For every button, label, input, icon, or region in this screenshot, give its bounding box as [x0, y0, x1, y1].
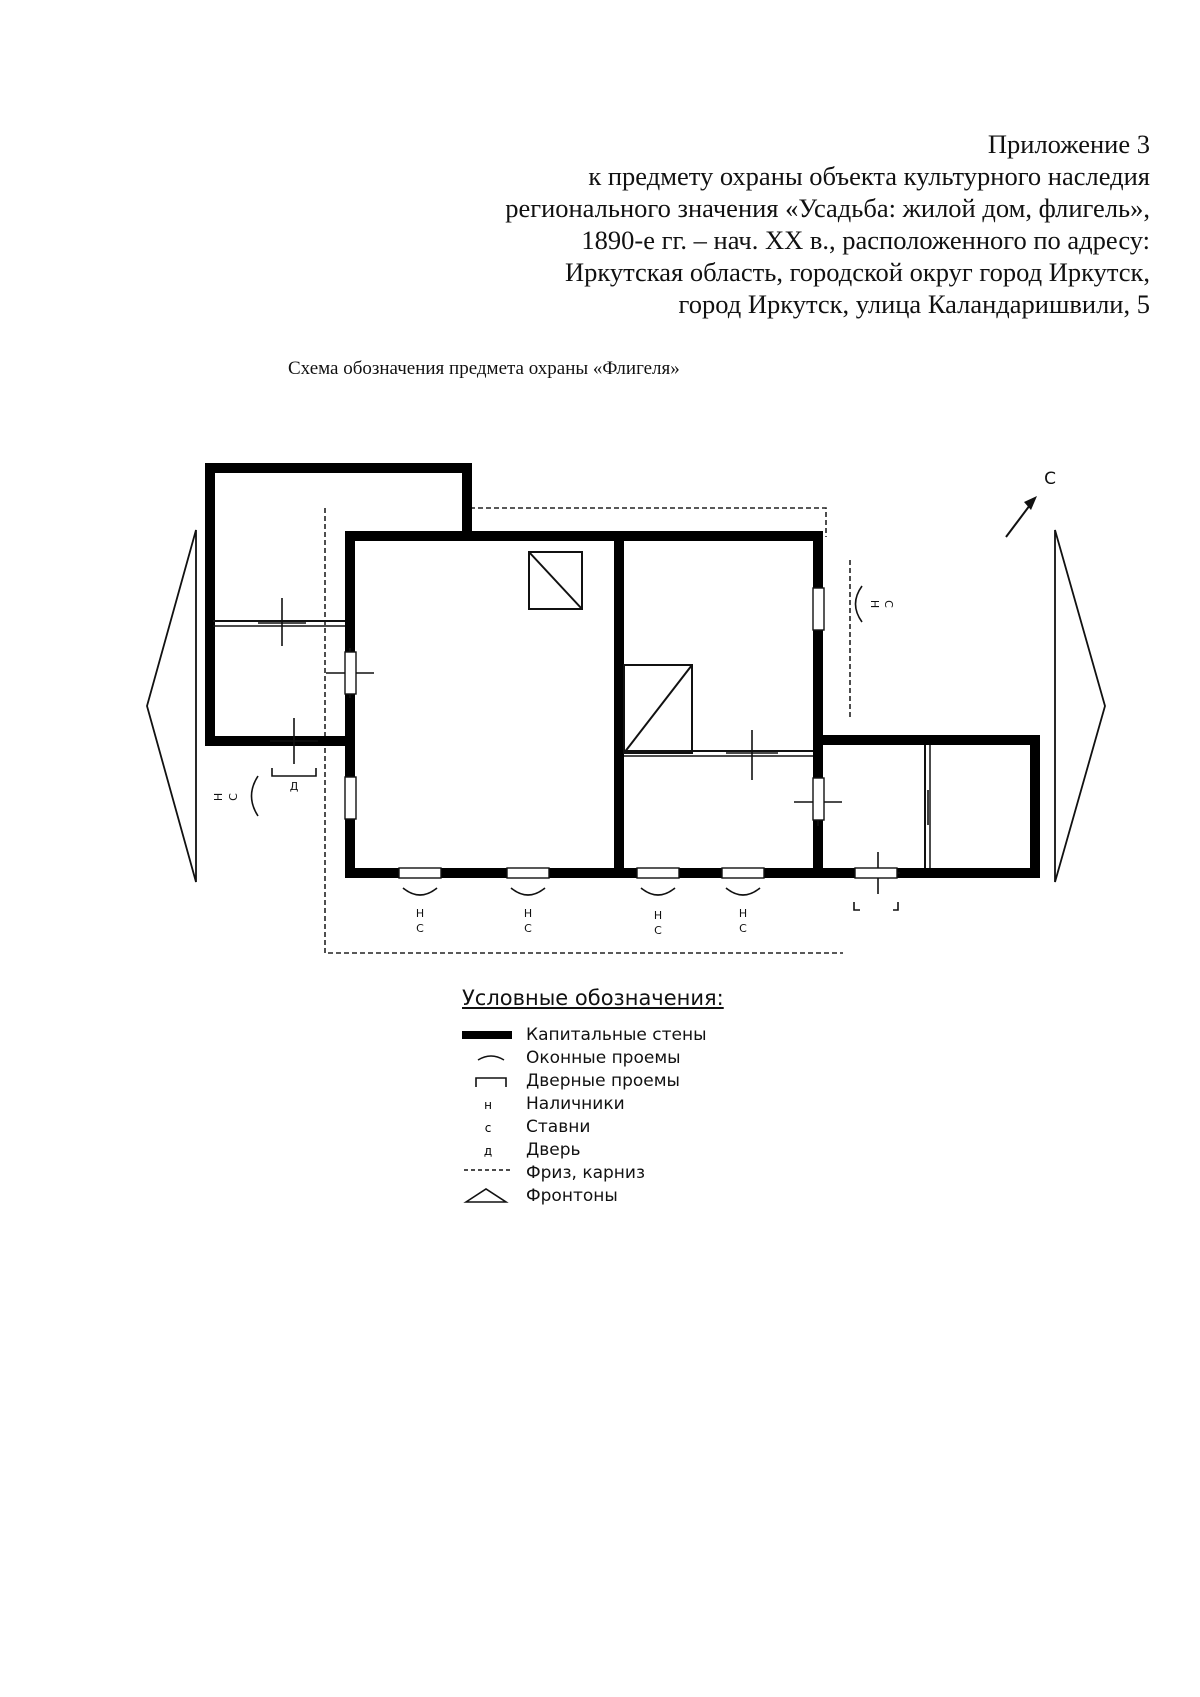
stavni-mark: С — [882, 600, 895, 608]
stavni-letter-symbol: с — [484, 1121, 492, 1135]
nalichnik-mark: Н — [212, 792, 225, 802]
legend-item-frieze — [462, 1162, 724, 1185]
stove-lower — [624, 665, 692, 753]
nalichnik-mark: Н — [868, 599, 881, 609]
legend-title: Условные обозначения: — [462, 986, 724, 1010]
header-line-2: к предмету охраны объекта культурного наследия — [588, 161, 1150, 191]
legend-label: Фриз, карниз — [526, 1163, 645, 1183]
legend-label: Ставни — [526, 1117, 591, 1137]
legend-label: Дверь — [526, 1140, 581, 1160]
legend-label: Фронтоны — [526, 1186, 618, 1206]
legend-label: Капитальные стены — [526, 1025, 707, 1045]
stove-upper — [529, 552, 582, 609]
nalichnik-mark: Н — [738, 907, 748, 920]
pediment-right — [1055, 530, 1105, 882]
legend-item-door — [462, 1139, 724, 1162]
door-opening-symbol — [462, 1070, 514, 1093]
north-arrow — [1006, 469, 1056, 537]
window-opening-symbol — [462, 1047, 514, 1070]
header-line-5: Иркутская область, городской округ город Иркутск, — [565, 257, 1150, 287]
scheme-title: Схема обозначения предмета охраны «Флигеля» — [288, 358, 680, 379]
header-line-3: регионального значения «Усадьба: жилой дом, флигель», — [505, 193, 1150, 223]
frieze-line-symbol — [462, 1162, 514, 1185]
header-line-6: город Иркутск, улица Каландаришвили, 5 — [678, 289, 1150, 319]
nalichnik-mark: Н — [653, 909, 663, 922]
door-letter-symbol: д — [483, 1144, 493, 1158]
legend-label: Наличники — [526, 1094, 625, 1114]
legend-item-windows — [462, 1047, 724, 1070]
nalichnik-mark: Н — [523, 907, 533, 920]
legend-item-nalichniki — [462, 1093, 724, 1116]
frieze-cornice-outline — [325, 508, 850, 953]
legend — [462, 986, 724, 1208]
header-line-4: 1890-е гг. – нач. XX в., расположенного по адресу: — [581, 225, 1150, 255]
stavni-mark: С — [654, 924, 662, 937]
header-line-1: Приложение 3 — [987, 129, 1150, 159]
north-letter: С — [1044, 469, 1056, 489]
legend-item-doors — [462, 1070, 724, 1093]
capital-walls — [210, 468, 1035, 873]
legend-label: Оконные проемы — [526, 1048, 681, 1068]
stavni-mark: С — [524, 922, 532, 935]
legend-item-capital-walls — [462, 1024, 724, 1047]
nalichnik-letter-symbol: н — [484, 1098, 492, 1112]
nalichnik-mark: Н — [415, 907, 425, 920]
stavni-mark: С — [416, 922, 424, 935]
legend-label: Дверные проемы — [526, 1071, 680, 1091]
legend-item-stavni — [462, 1116, 724, 1139]
stavni-mark: С — [227, 793, 240, 801]
pediment-symbol — [462, 1185, 514, 1208]
door-openings — [272, 768, 898, 910]
window-letter-marks — [212, 600, 895, 937]
stavni-mark: С — [739, 922, 747, 935]
door-mark: Д — [289, 780, 299, 793]
legend-item-pediments — [462, 1185, 724, 1208]
door-crosses — [258, 598, 928, 894]
capital-wall-symbol — [462, 1024, 514, 1047]
pediment-left — [147, 530, 196, 882]
